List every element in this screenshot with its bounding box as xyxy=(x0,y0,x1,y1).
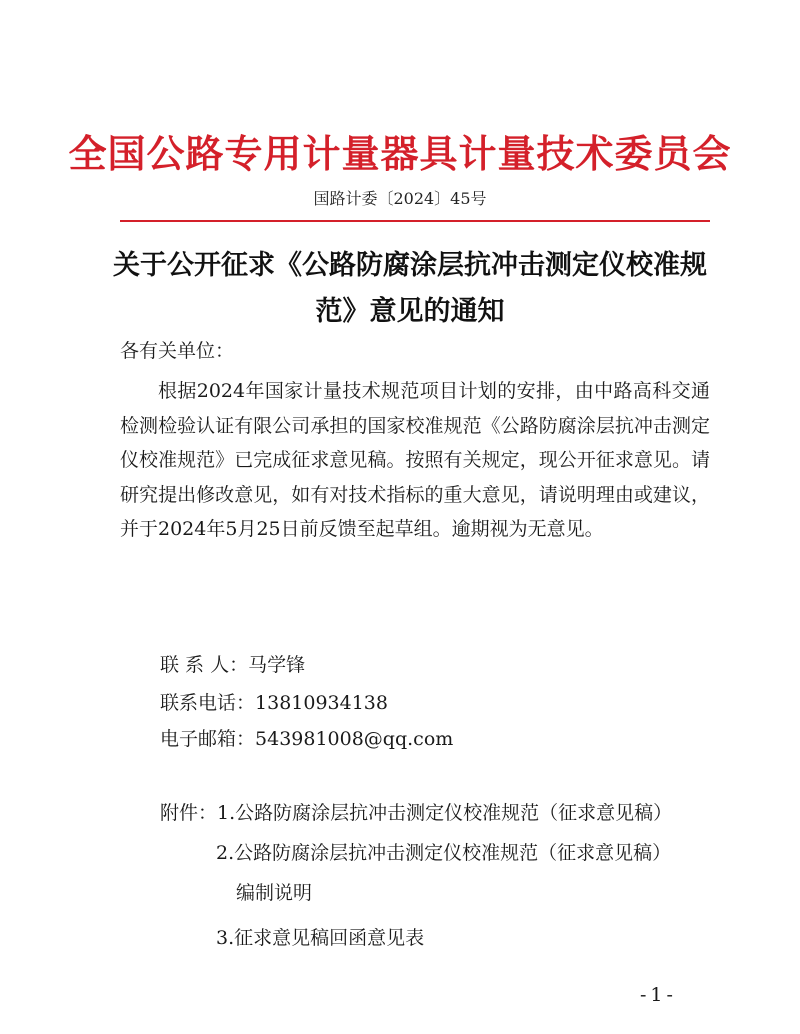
attachment-item-2: 2.公路防腐涂层抗冲击测定仪校准规范（征求意见稿） xyxy=(216,842,672,864)
org-title: 全国公路专用计量器具计量技术委员会 xyxy=(68,131,732,176)
attachments-label: 附件： xyxy=(160,802,218,824)
contact-person-value: 马学锋 xyxy=(248,654,306,676)
contact-person-label: 联 系 人： xyxy=(160,654,249,676)
page-number: -1- xyxy=(640,984,677,1006)
contact-email-value: 543981008@qq.com xyxy=(255,728,454,750)
attachment-item-2-continued: 编制说明 xyxy=(236,882,313,904)
contact-person-line xyxy=(160,652,305,678)
salutation: 各有关单位： xyxy=(120,340,235,362)
doc-number: 国路计委〔2024〕45号 xyxy=(313,189,487,208)
contact-email-label: 电子邮箱： xyxy=(160,728,256,750)
attachment-1-text: 1.公路防腐涂层抗冲击测定仪校准规范（征求意见稿） xyxy=(217,802,673,824)
body-paragraph: 根据2024年国家计量技术规范项目计划的安排，由中路高科交通检测检验认证有限公司承担的国家校准规范《公路防腐涂层抗冲击测定仪校准规范》已完成征求意见稿。按照有关规定，现公开征求意见。请研究提出修改意见，如有对技术指标的重大意见，请说明理由或建议，并于2024年5月25日前反馈至起草组。逾期视为无意见。 xyxy=(120,380,710,540)
red-divider-line xyxy=(120,220,710,222)
contact-phone-line xyxy=(160,690,388,716)
contact-email-line xyxy=(160,726,453,752)
attachment-item-1 xyxy=(160,800,672,826)
contact-phone-label: 联系电话： xyxy=(160,692,256,714)
contact-phone-value: 13810934138 xyxy=(255,692,388,714)
notice-title: 关于公开征求《公路防腐涂层抗冲击测定仪校准规范》意见的通知 xyxy=(113,250,707,327)
attachment-item-3: 3.征求意见稿回函意见表 xyxy=(216,927,425,949)
